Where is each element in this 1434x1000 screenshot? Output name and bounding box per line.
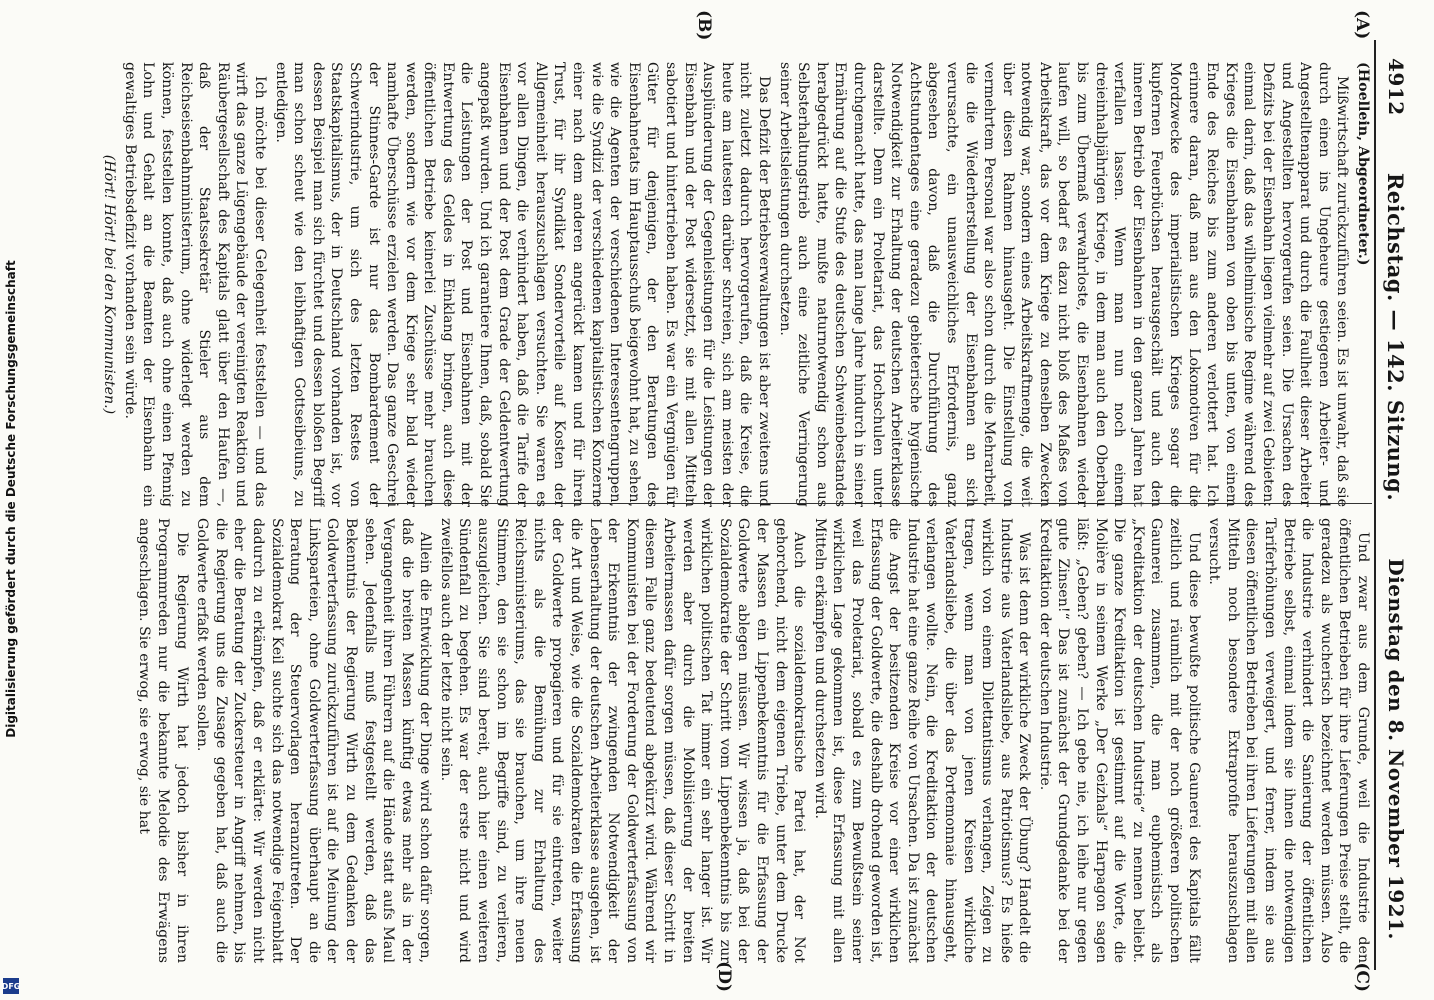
page-date: Dienstag den 8. November 1921. bbox=[1384, 558, 1408, 940]
page-header bbox=[1376, 58, 1416, 940]
speaker-label: (Hoellein, Abgeordneter.) bbox=[1355, 62, 1371, 266]
paragraph: Und diese bewußte politische Gaunerei des Kapitals fällt zeitlich und räumlich mit der noch größeren politischen Gaunerei zusammen, die man euphemistisch als „Kreditaktion der deutschen Industrie“ zu nennen beliebt. Die ganze Kreditaktion ist gestimmt auf die Worte, die Molière in seinem Werke „Der Geizhals“ Harpagon sagen läßt: „Geben? geben? — Ich gebe nie, ich leihe nur gegen gute Zinsen!“ Das ist zunächst der Grundgedanke bei der Kreditaktion der deutschen Industrie. bbox=[1036, 518, 1202, 963]
interjection: (Hört! Hört! bei den Kommunisten.) bbox=[101, 154, 118, 415]
page-number: 4912 bbox=[1384, 58, 1408, 116]
left-column bbox=[47, 62, 1372, 507]
paragraph: Auch die sozialdemokratische Partei hat, der Not gehorchend, nicht dem eigenen Triebe, unter dem Drucke der Massen ein Lippenbekenntnis für die Erfassung der Goldwerte ablegen müssen. Wir wissen ja, daß bei der Sozialdemokratie der Schritt vom Lippenbekenntnis bis zur wirklichen politischen Tat immer ein sehr langer ist. Wir werden aber durch die Mobilisierung der breiten Arbeitermassen dafür sorgen müssen, daß dieser Schritt in diesem Falle ganz bedeutend abgekürzt wird. Während wir Kommunisten bei der Forderung der Goldwerterfassung von der Erkenntnis der zwingenden Notwendigkeit der Lebenserhaltung der deutschen Arbeiterklasse ausgehen, ist die Art und Weise, wie die Sozialdemokraten die Erfassung der Goldwerte propagieren und für sie eintreten, weiter nichts als die Bemühung zur Erhaltung des Reichsministeriums, das sie brauchen, um ihre neuen Stimmen, den sie schon im Begriffe sind, zu verlieren, auszugleichen. Sie sind bereit, auch hier einen weiteren Sündenfall zu begehen. Es war der erste nicht und wird zweifellos auch der letzte nicht sein. bbox=[437, 518, 808, 963]
margin-marker-b: (B) bbox=[694, 10, 714, 41]
paragraph: Allein die Entwicklung der Dinge wird schon dafür sorgen, daß die breiten Massen künftig etwas mehr als in der Vergangenheit ihren Führern auf die Hände statt aufs Maul sehen. Jedenfalls muß festgestellt werden, daß das Bekenntnis der Regierung Wirth zu dem Gedanken der Goldwerterfassung zurückzuführen ist auf die Meinung der Linksparteien, ohne Goldwerterfassung überhaupt an die Beratung der Steuervorlagen heranzutreten. Der Sozialdemokrat Keil suchte sich das notwendige Feigenblatt dadurch zu erkämpfen, daß er erklärte: Wir werden nicht eher die Beratung der Zuckersteuer in Angriff nehmen, bis die Regierung uns die Zusage gegeben hat, daß auch die Goldwerte erfaßt werden sollen. bbox=[194, 518, 434, 963]
page-title: Reichstag. — 142. Sitzung. bbox=[1383, 172, 1409, 502]
paragraph: Und zwar aus dem Grunde, weil die Industrie den öffentlichen Betrieben für ihre Lieferungen Preise stellt, die geradezu als wucherisch bezeichnet werden müssen. Also die Industrie verhindert die Sanierung der öffentlichen Betriebe selbst, einmal indem sie ihnen die notwendigen Tariferhöhungen verweigert, und ferner, indem sie aus diesen öffentlichen Betrieben bei ihren Lieferungen mit allen Mitteln noch besondere Extraprofite herauszuschlagen versucht. bbox=[1206, 518, 1371, 963]
margin-marker-d: (D) bbox=[714, 961, 734, 992]
paragraph: Was ist denn der wirkliche Zweck der Übung? Handelt die Industrie aus Vaterlandsliebe, aus Patriotismus? Es hieße wirklich von einem Dilettantismus verlangen, Zeigen zu tragen, wenn man von jenen Kreisen wirkliche Vaterlandsliebe, die über das Portemonnaie hinausgeht, verlangen wollte. Nein, die Kreditaktion der deutschen Industrie hat eine ganze Reihe von Ursachen. Da ist zunächst die Angst der besitzenden Kreise vor einer wirklichen Erfassung der Goldwerte, die deshalb drohend geworden ist, weil das Proletariat, sobald es zum Bewußtsein seiner wirklichen Lage gekommen ist, diese Erfassung mit allen Mitteln erkämpfen und durchsetzen wird. bbox=[811, 518, 1033, 963]
margin-marker-a: (A) bbox=[1352, 10, 1372, 40]
margin-marker-c: (C) bbox=[1352, 962, 1372, 992]
column-divider bbox=[372, 503, 1372, 504]
paragraph: Ich möchte bei dieser Gelegenheit feststellen — und das wirft das ganze Lügengebäude der vereinigten Reaktion und Räubergesellschaft des Kapitals glatt über den Haufen —, daß der Staatssekretär Stieler aus dem Reichseisenbahnministerium, ohne widerlegt werden zu können, feststellen konnte, daß auch ohne einen Pfennig Lohn und Gehalt an die Beamten der Eisenbahn ein gewaltiges Betriebsdefizit vorhanden sein würde. bbox=[121, 62, 268, 507]
paragraph: Die Regierung Wirth hat jedoch bisher in ihren Programmreden nur die bekannte Melodie des Erwägens angeschlagen. Sie erwog, sie erwog, sie hat bbox=[136, 518, 190, 963]
right-column bbox=[47, 518, 1372, 963]
dfg-logo: DFG bbox=[3, 978, 19, 994]
paragraph: Mißwirtschaft zurückzuführen seien. Es ist unwahr, daß sie durch einen ins Ungeheure gestiegenen Arbeiter- und Angestelltenapparat und durch die Faulheit dieser Arbeiter und Angestellten hervorgerufen seien. Die Ursachen des Defizits bei der Eisenbahn liegen vielmehr auf zwei Gebieten: einmal darin, daß das wilhelminische Regime während des Krieges die Eisenbahnen von oben bis unten, von einem Ende des Reiches bis zum anderen verlottert hat. Ich erinnere daran, daß man aus den Lokomotiven für die Mordzwecke des imperialistischen Krieges sogar die kupfernen Feuerbüchsen herausgeschält und auch den inneren Betrieb der Eisenbahnen in den ganzen Jahren hat verfallen lassen. Wenn man nun noch einem dreieinhalbjährigen Kriege, in dem man auch den Oberbau bis zum Übermaß verwahrloste, die Eisenbahnen wieder laufen will, so bedarf es dazu nicht bloß des Maßes von Arbeitskraft, das vor dem Kriege zu denselben Zwecken notwendig war, sondern eines Arbeitskraftmenge, die weit über diesen Rahmen hinausgeht. Die Einstellung von vermehrtem Personal war also schon durch die Mehrarbeit, die die Wiederherstellung der Eisenbahnen an sich verursachte, ein unausweichliches Erfordernis, ganz abgesehen davon, daß die Durchführung des Achtstundentages eine geradezu gebieterische hygienische Notwendigkeit zur Erhaltung der deutschen Arbeiterklasse darstellte. Denn ein Proletariat, das Hochschulen unter durchgemacht hatte, das man lange Jahre hindurch in seiner Ernährung auf die Stufe des deutschen Schweinebestandes herabgedrückt hatte, mußte naturnotwendig schon aus Selbsterhaltungstrieb auch eine zeitliche Verringerung seiner Arbeitsleistungen durchsetzen. bbox=[776, 62, 1351, 507]
digitization-credit-text: Digitalisierung gefördert durch die Deutsche Forschungsgemeinschaft bbox=[4, 260, 18, 738]
header-rule bbox=[1374, 40, 1376, 970]
paragraph: Das Defizit der Betriebsverwaltungen ist aber zweitens und nicht zuletzt dadurch hervorgerufen, daß die Kreise, die heute am lautesten darüber schreien, sich am meisten der Ausplünderung der Gegenleistungen für die Leistungen der Eisenbahn und der Post widersetzt, sie mit allen Mitteln sabotiert und hintertrieben haben. Es war ein Vergnügen für Güter für denjenigen, der den Beratungen des Eisenbahnetats im Hauptausschuß beigewohnt hat, zu sehen, wie die Agenten der verschiedenen Interessentengruppen, wie die Syndizi der verschiedenen kapitalistischen Konzerne einer nach dem anderen angerückt kamen und für ihren Trust, für ihr Syndikat Sondervorteile auf Kosten der Allgemeinheit herauszuschlagen versuchten. Sie waren es vor allen Dingen, die verhindert haben, daß die Tarife der Eisenbahnen und der Post dem Grade der Geldentwertung angepaßt wurden. Und ich garantiere Ihnen, daß, sobald Sie die Leistungen der Post und Eisenbahnen mit der Entwertung des Geldes in Einklang bringen, auch diese öffentlichen Betriebe keinerlei Zuschüsse mehr brauchen werden, sondern wie vor dem Kriege sehr bald wieder namhafte Überschüsse erzielen werden. Das ganze Geschrei der Stinnes-Garde ist nur das Bombardement der Schwerindustrie, um sich des letzten Restes von Staatskapitalismus, der in Deutschland vorhanden ist, vor dessen Beispiel man sich fürchtet und dessen bloßen Begriff man schon scheut wie den leibhaftigen Gottseibeiuns, zu entledigen. bbox=[272, 62, 772, 507]
